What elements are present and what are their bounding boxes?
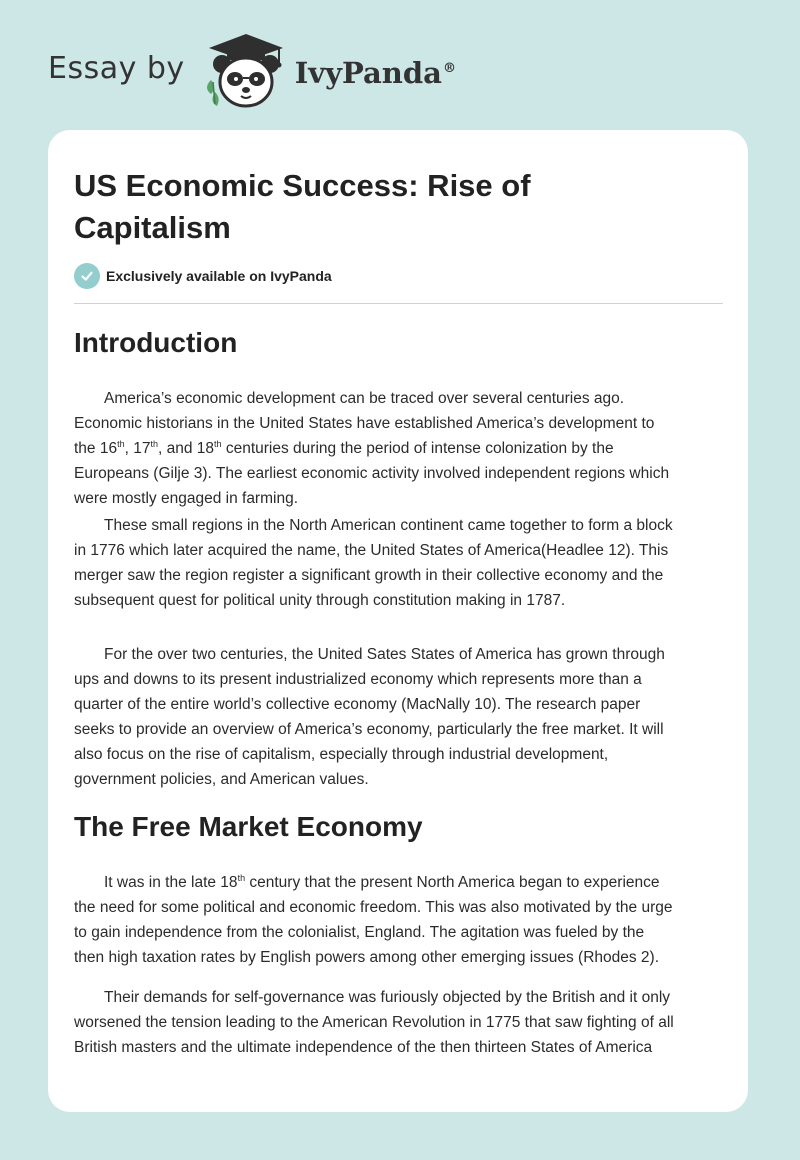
registered-mark: ® [442, 61, 456, 77]
text-run: in 1776 which later acquired the name, the United States of America(Headlee 12). This [74, 542, 669, 559]
text-run: America’s economic development can be traced over several centuries ago. [104, 390, 625, 407]
text-run: government policies, and American values. [74, 771, 369, 788]
text-run: subsequent quest for political unity through constitution making in 1787. [74, 592, 566, 609]
essay-title: US Economic Success: Rise of Capitalism [74, 168, 531, 245]
section-heading-introduction: Introduction [74, 327, 238, 358]
text-run: worsened the tension leading to the American Revolution in 1775 that saw fighting of all [74, 1014, 674, 1031]
paragraph [74, 513, 724, 613]
text-run: Their demands for self-governance was furiously objected by the British and it only [104, 989, 671, 1006]
text-run: Europeans (Gilje 3). The earliest economic activity involved independent regions which [74, 465, 670, 482]
exclusive-badge [74, 263, 332, 289]
superscript: th [150, 438, 158, 449]
text-run: merger saw the region register a significant growth in their collective economy and the [74, 567, 664, 584]
text-run: , and 18 [158, 440, 215, 457]
section-heading-free-market: The Free Market Economy [74, 811, 423, 842]
text-run: British masters and the ultimate independence of the then thirteen States of America [74, 1039, 653, 1056]
check-circle-icon [74, 263, 100, 289]
paragraph [74, 870, 724, 970]
superscript: th [214, 438, 222, 449]
superscript: th [117, 438, 125, 449]
paragraph [74, 642, 724, 792]
exclusive-label: Exclusively available on IvyPanda [106, 268, 332, 284]
text-run: seeks to provide an overview of America’s economy, particularly the free market. It will [74, 721, 664, 738]
text-run: also focus on the rise of capitalism, especially through industrial development, [74, 746, 609, 763]
text-run: quarter of the entire world’s collective economy (MacNally 10). The research paper [74, 696, 641, 713]
panda-mascot-icon [201, 30, 291, 110]
paragraph [74, 985, 724, 1060]
text-run: the 16 [74, 440, 118, 457]
essay-by-label: Essay by [48, 50, 185, 86]
text-run: were mostly engaged in farming. [74, 490, 299, 507]
brand-name: IvyPanda® [294, 56, 456, 90]
text-run: century that the present North America began to experience [245, 874, 660, 891]
text-run: , 17 [124, 440, 151, 457]
text-run: ups and downs to its present industrialized economy which represents more than a [74, 671, 642, 688]
divider [74, 303, 723, 304]
paragraph [74, 386, 724, 511]
text-run: centuries during the period of intense colonization by the [221, 440, 614, 457]
text-run: Economic historians in the United States have established America’s development to [74, 415, 655, 432]
superscript: th [237, 872, 246, 883]
text-run: to gain independence from the colonialist, England. The agitation was fueled by the [74, 924, 645, 941]
site-brand[interactable] [48, 28, 456, 112]
text-run: For the over two centuries, the United Sates States of America has grown through [104, 646, 665, 663]
text-run: the need for some political and economic freedom. This was also motivated by the urge [74, 899, 673, 916]
text-run: It was in the late 18 [104, 874, 238, 891]
text-run: These small regions in the North American continent came together to form a block [104, 517, 673, 534]
essay-card [48, 130, 748, 1112]
text-run: then high taxation rates by English powers among other emerging issues (Rhodes 2). [74, 949, 660, 966]
